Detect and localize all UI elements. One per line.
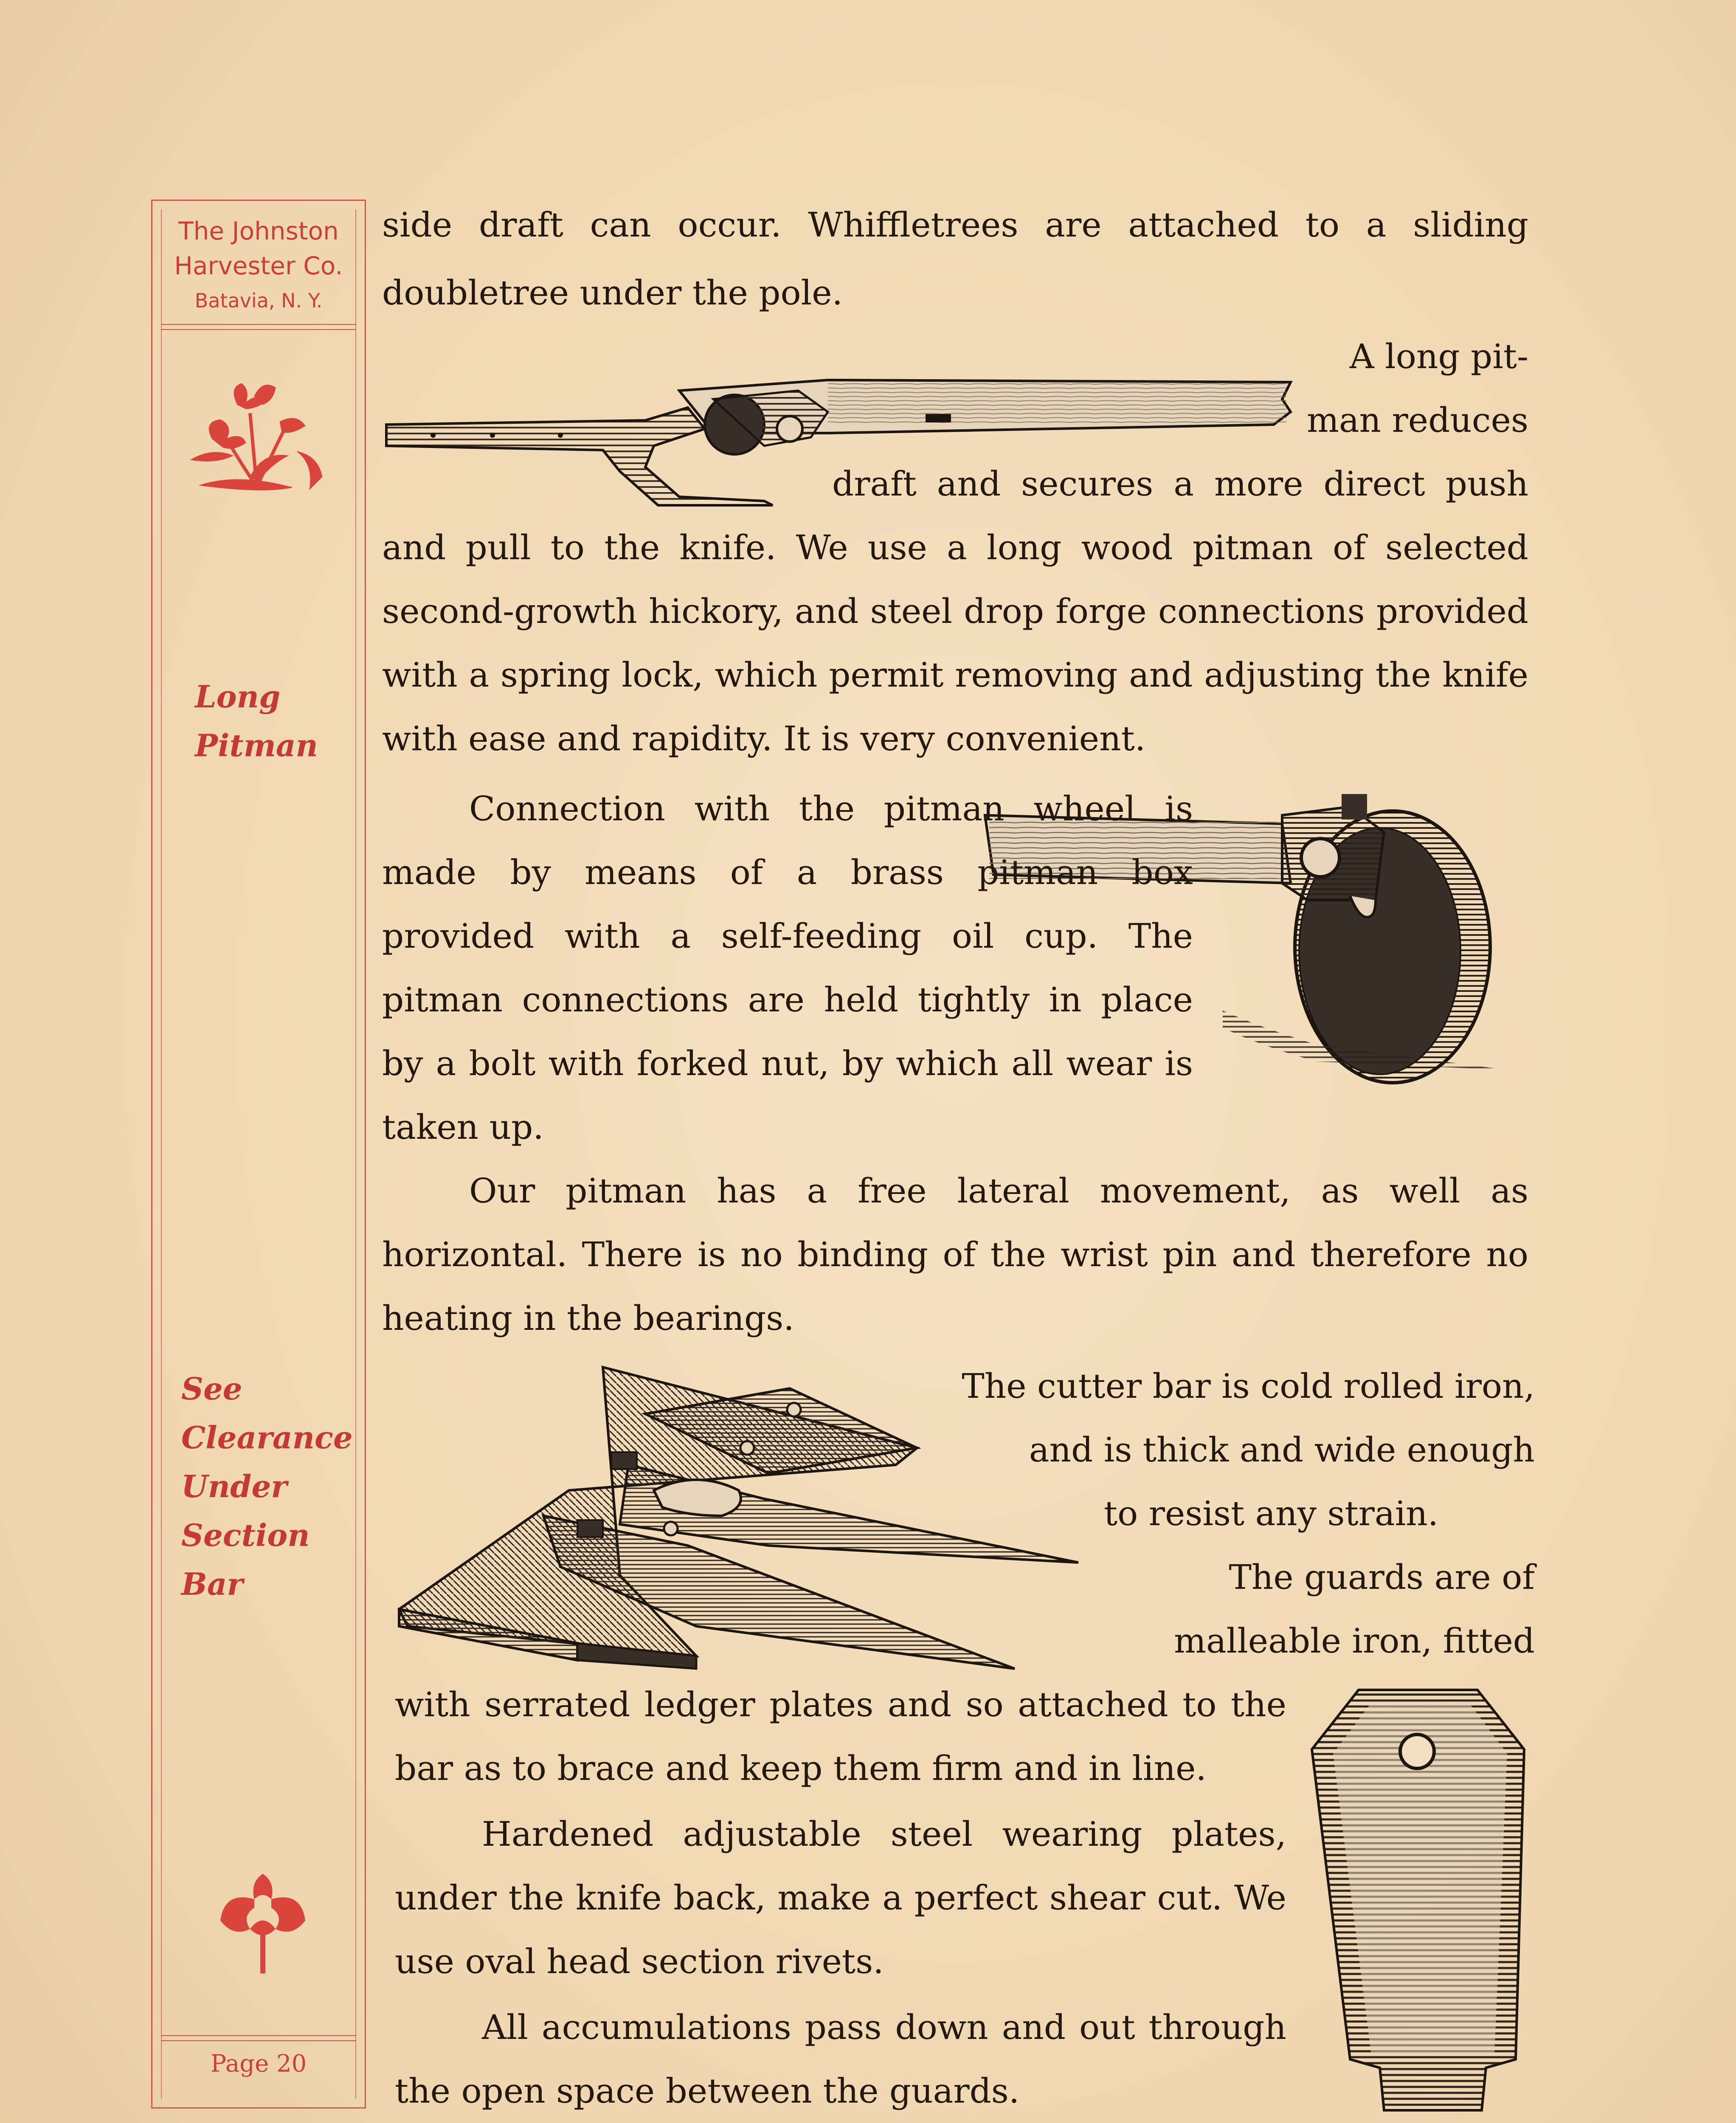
p6-line-a: The guards are of bbox=[1229, 1557, 1535, 1597]
guard-illustration bbox=[1308, 1686, 1528, 2115]
p3: Connection with the pitman wheel is made by means of a brass pitman box provided with a self-feeding oil cup. The pitman connections are held tightly in place by a bolt with forked nut, by which all wear is taken up. bbox=[382, 789, 1193, 1147]
heading-clearance-line2: Clearance bbox=[181, 1419, 353, 1456]
iris-ornament-icon bbox=[186, 379, 331, 507]
p7: Hardened adjustable steel wearing plates, under the knife back, make a perfect shear cut. We use oval head section rivets. bbox=[395, 1814, 1286, 1981]
p1-line2: doubletree under the pole. bbox=[382, 273, 843, 313]
p2-line-a: A long pit- bbox=[1349, 337, 1528, 376]
p2-rest: and pull to the knife. We use a long wood pitman of selected second-growth hickory, and steel drop forge connections provided with a spring lock, which permit removing and adjusting the knife with ease and rapidity. It is very convenient. bbox=[382, 528, 1528, 758]
p2-line-b: man reduces bbox=[1306, 400, 1528, 440]
heading-clearance-line3: Under bbox=[181, 1468, 287, 1504]
sidebar-rule-top2 bbox=[161, 329, 356, 330]
sidebar-heading-clearance bbox=[181, 1364, 353, 1608]
p6-rest: with serrated ledger plates and so attached to the bar as to brace and keep them firm and in line. bbox=[395, 1685, 1286, 1788]
p5-line-b: and is thick and wide enough bbox=[1029, 1430, 1535, 1470]
sidebar-rule-top bbox=[161, 324, 356, 325]
p1-line1: side draft can occur. Whiffletrees are attached to a sliding bbox=[382, 205, 1528, 245]
publisher-name-line1: The Johnston bbox=[178, 217, 339, 245]
publisher-block bbox=[152, 214, 365, 318]
lily-ornament-icon bbox=[208, 1865, 318, 1976]
p4: Our pitman has a free lateral movement, as well as horizontal. There is no binding of the wrist pin and therefore no heating in the bearings. bbox=[382, 1171, 1528, 1338]
p5-line-a: The cutter bar is cold rolled iron, bbox=[962, 1366, 1535, 1406]
p5-line-c: to resist any strain. bbox=[1104, 1494, 1439, 1533]
p8: All accumulations pass down and out through the open space between the guards. bbox=[395, 2008, 1286, 2111]
page-number: Page 20 bbox=[210, 2050, 307, 2078]
heading-clearance-line4: Section bbox=[181, 1517, 310, 1553]
heading-clearance-line1: See bbox=[181, 1371, 242, 1407]
heading-pitman-line1: Long bbox=[195, 679, 281, 715]
sidebar-rule-bottom2 bbox=[161, 2040, 356, 2041]
sidebar-rule-bottom bbox=[161, 2035, 356, 2036]
sidebar-heading-pitman bbox=[195, 672, 318, 770]
p6-line-b: malleable iron, fitted bbox=[1174, 1621, 1535, 1661]
heading-clearance-line5: Bar bbox=[181, 1566, 243, 1602]
publisher-name-line2: Harvester Co. bbox=[174, 251, 343, 280]
sidebar-frame bbox=[151, 200, 366, 2109]
publisher-city: Batavia, N. Y. bbox=[194, 289, 323, 312]
heading-pitman-line2: Pitman bbox=[195, 727, 318, 763]
p2-line-c: draft and secures a more direct push bbox=[832, 464, 1528, 504]
